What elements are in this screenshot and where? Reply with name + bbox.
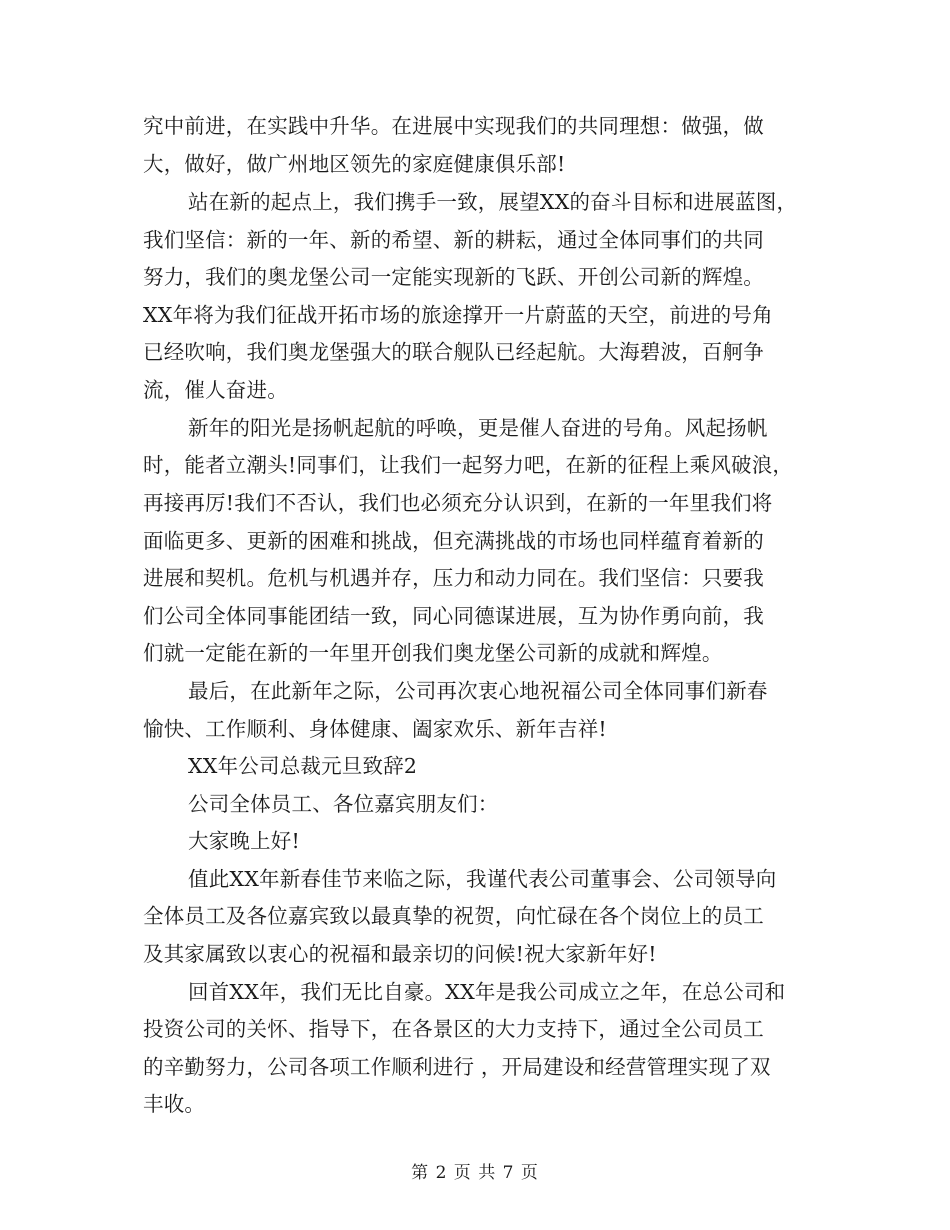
text-line: 站在新的起点上，我们携手一致，展望XX的奋斗目标和进展蓝图， — [188, 190, 798, 214]
text-line: 值此XX年新春佳节来临之际，我谨代表公司董事会、公司领导向 — [188, 867, 777, 891]
text-line: 最后，在此新年之际，公司再次衷心地祝福公司全体同事们新春 — [188, 679, 768, 703]
text-line: 全体员工及各位嘉宾致以最真挚的祝贺，向忙碌在各个岗位上的员工 — [143, 904, 764, 928]
text-line: 大，做好，做广州地区领先的家庭健康俱乐部! — [143, 152, 566, 176]
text-line: XX年将为我们征战开拓市场的旅途撑开一片蔚蓝的天空，前进的号角 — [143, 303, 773, 327]
section-heading: XX年公司总裁元旦致辞2 — [188, 754, 418, 778]
text-line: 究中前进，在实践中升华。在进展中实现我们的共同理想：做强，做 — [143, 114, 764, 138]
text-line: 时，能者立潮头!同事们，让我们一起努力吧，在新的征程上乘风破浪， — [143, 453, 794, 477]
text-line: 的辛勤努力，公司各项工作顺利进行 ，开局建设和经营管理实现了双 — [143, 1055, 771, 1079]
text-line: 我们坚信：新的一年、新的希望、新的耕耘，通过全体同事们的共同 — [143, 228, 764, 252]
text-line: 丰收。 — [143, 1092, 206, 1116]
greeting: 大家晚上好! — [188, 829, 300, 853]
text-line: 及其家属致以衷心的祝福和最亲切的问候!祝大家新年好! — [143, 942, 657, 966]
text-line: 流，催人奋进。 — [143, 378, 288, 402]
salutation: 公司全体员工、各位嘉宾朋友们： — [188, 792, 499, 816]
text-line: 努力，我们的奥龙堡公司一定能实现新的飞跃、开创公司新的辉煌。 — [143, 265, 764, 289]
text-line: 已经吹响，我们奥龙堡强大的联合舰队已经起航。大海碧波，百舸争 — [143, 340, 764, 364]
text-line: 投资公司的关怀、指导下，在各景区的大力支持下，通过全公司员工 — [143, 1017, 764, 1041]
text-line: 们就一定能在新的一年里开创我们奥龙堡公司新的成就和辉煌。 — [143, 641, 723, 665]
text-line: 愉快、工作顺利、身体健康、阖家欢乐、新年吉祥! — [143, 717, 607, 741]
text-line: 回首XX年，我们无比自豪。XX年是我公司成立之年，在总公司和 — [188, 980, 786, 1004]
text-line: 面临更多、更新的困难和挑战，但充满挑战的市场也同样蕴育着新的 — [143, 529, 764, 553]
page-footer: 第 2 页 共 7 页 — [411, 1163, 539, 1183]
text-line: 们公司全体同事能团结一致，同心同德谋进展，互为协作勇向前，我 — [143, 604, 764, 628]
text-line: 进展和契机。危机与机遇并存，压力和动力同在。我们坚信：只要我 — [143, 566, 764, 590]
text-line: 新年的阳光是扬帆起航的呼唤，更是催人奋进的号角。风起扬帆 — [188, 416, 768, 440]
text-line: 再接再厉!我们不否认，我们也必须充分认识到，在新的一年里我们将 — [143, 491, 773, 515]
